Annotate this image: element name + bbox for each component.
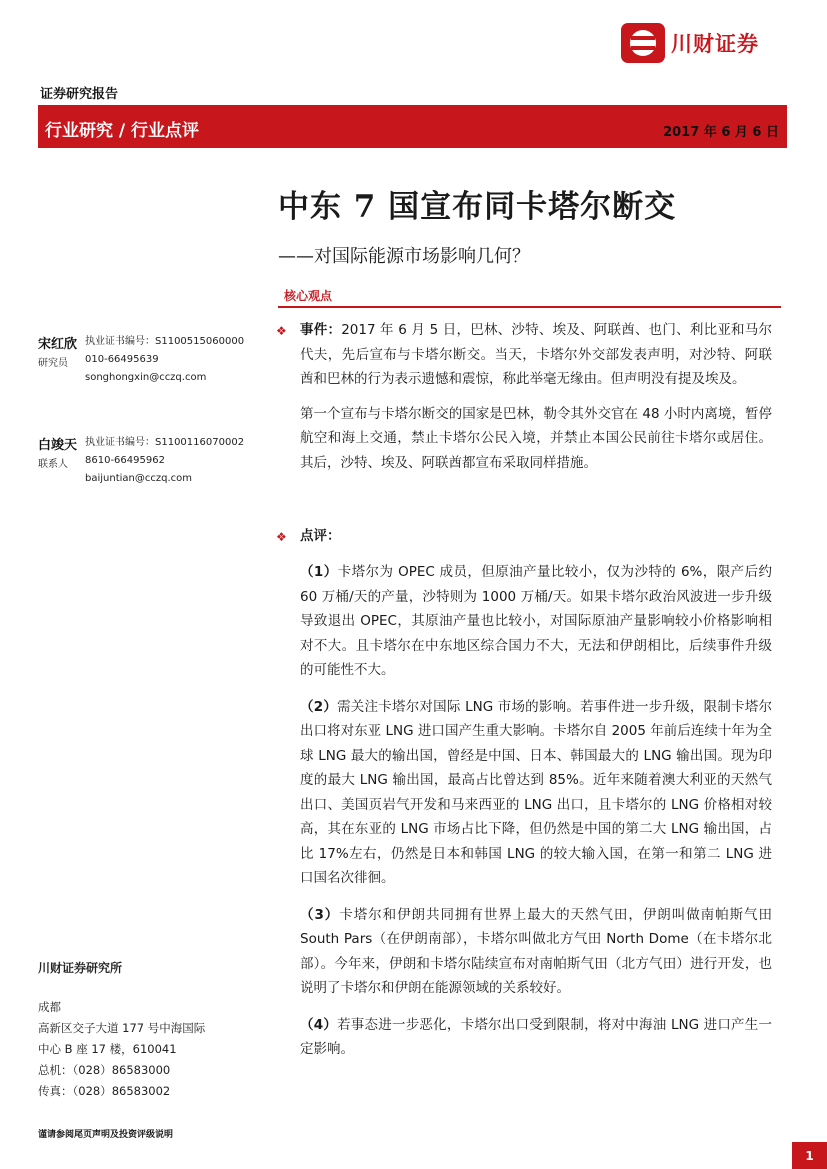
analyst-email[interactable]: baijuntian@cczq.com	[85, 473, 193, 484]
brand-logo	[621, 22, 811, 64]
core-view-label: 核心观点	[284, 289, 333, 303]
brand-logo-icon	[621, 23, 665, 63]
analyst-name: 白竣天	[38, 438, 78, 453]
diamond-bullet-icon: ❖	[276, 530, 287, 544]
comment-number-3: （3）	[300, 906, 340, 923]
analyst-name: 宋红欣	[38, 337, 78, 352]
comment-paragraph-4	[300, 1013, 772, 1062]
report-date: 2017 年 6 月 6 日	[663, 125, 779, 140]
analyst-phone: 8610-66495962	[85, 455, 165, 466]
comment-text-2: 需关注卡塔尔对国际 LNG 市场的影响。若事件进一步升级，限制卡塔尔出口将对东亚 LNG 进口国产生重大影响。卡塔尔自 2005 年前后连续十年为全球 LNG 最大的输出国，曾经是中国、日本、韩国最大的 LNG 输出国。现为印度的最大 LNG 输出国，最高占比曾达到 85%。近年来随着澳大利亚的天然气出口、美国页岩气开发和马来西亚的 LNG 出口，且卡塔尔的 LNG 价格相对较高，其在东亚的 LNG 市场占比下降，但仍然是中国的第二大 LNG 输出国，占比 17%左右，仍然是日本和韩国 LNG 的较大输入国，在第一和第二 LNG 进口国名次徘徊。	[300, 698, 772, 886]
analyst-card	[38, 434, 244, 488]
analyst-license: 执业证书编号：S1100515060000	[85, 336, 245, 347]
report-subtitle: ——对国际能源市场影响几何？	[278, 246, 530, 267]
comment-number-2: （2）	[300, 698, 338, 715]
core-view-divider	[278, 306, 781, 308]
analyst-license: 执业证书编号：S1100116070002	[85, 437, 245, 448]
event-paragraph	[300, 318, 772, 392]
comment-text-4: 若事态进一步恶化，卡塔尔出口受到限制，将对中海油 LNG 进口产生一定影响。	[300, 1016, 772, 1057]
institute-city: 成都	[38, 1000, 61, 1014]
institute-info	[38, 958, 205, 1102]
event-paragraph-2: 第一个宣布与卡塔尔断交的国家是巴林，勒令其外交官在 48 小时内离境，暂停航空和海上交通，禁止卡塔尔公民入境，并禁止本国公民前往卡塔尔或居住。其后，沙特、埃及、阿联酋都宣布采取同样措施。	[300, 405, 772, 471]
analyst-phone: 010-66495639	[85, 354, 159, 365]
analyst-card	[38, 333, 244, 387]
comment-section	[300, 560, 772, 1062]
comment-text-1: 卡塔尔为 OPEC 成员，但原油产量比较小，仅为沙特的 6%，限产后约 60 万桶/天的产量，沙特则为 1000 万桶/天。如果卡塔尔政治风波进一步升级导致退出 OPEC，其原油产量也比较小，对国际原油产量影响较小价格影响相对不大。且卡塔尔在中东地区综合国力不大，无法和伊朗相比，后续事件升级的可能性不大。	[300, 564, 772, 678]
report-category: 行业研究 / 行业点评	[45, 121, 200, 141]
analyst-role: 研究员	[38, 358, 68, 369]
comment-number-4: （4）	[300, 1016, 338, 1033]
brand-name: 川财证券	[671, 32, 759, 56]
institute-title: 川财证券研究所	[38, 961, 123, 975]
comment-paragraph-2	[300, 695, 772, 891]
institute-address-line2: 中心 B 座 17 楼，610041	[38, 1042, 177, 1056]
analyst-role: 联系人	[38, 459, 68, 470]
report-title: 中东 7 国宣布同卡塔尔断交	[278, 189, 677, 225]
diamond-bullet-icon: ❖	[276, 324, 287, 338]
comment-text-3: 卡塔尔和伊朗共同拥有世界上最大的天然气田，伊朗叫做南帕斯气田 South Pars（在伊朗南部），卡塔尔叫做北方气田 North Dome（在卡塔尔北部）。今年来，伊朗和卡塔尔陆续宣布对南帕斯气田（北方气田）进行开发，也说明了卡塔尔和伊朗在能源领域的关系较好。	[300, 906, 772, 996]
institute-fax: 传真：（028）86583002	[38, 1084, 171, 1098]
page-number: 1	[792, 1142, 827, 1169]
comment-label: 点评：	[300, 528, 341, 544]
disclaimer-note: 谨请参阅尾页声明及投资评级说明	[38, 1130, 174, 1140]
comment-paragraph-3	[300, 903, 772, 1001]
comment-number-1: （1）	[300, 564, 338, 580]
institute-phone: 总机：（028）86583000	[38, 1063, 171, 1077]
event-section	[300, 318, 772, 475]
institute-address-line1: 高新区交子大道 177 号中海国际	[38, 1021, 206, 1035]
event-text: 2017 年 6 月 5 日，巴林、沙特、埃及、阿联酋、也门、利比亚和马尔代夫，先后宣布与卡塔尔断交。当天，卡塔尔外交部发表声明，对沙特、阿联酋和巴林的行为表示遗憾和震惊，称此举毫无缘由。但声明没有提及埃及。	[300, 322, 772, 387]
event-label: 事件：	[300, 322, 342, 338]
analyst-email[interactable]: songhongxin@cczq.com	[85, 372, 207, 383]
comment-paragraph-1	[300, 560, 772, 683]
document-type: 证券研究报告	[40, 87, 119, 102]
